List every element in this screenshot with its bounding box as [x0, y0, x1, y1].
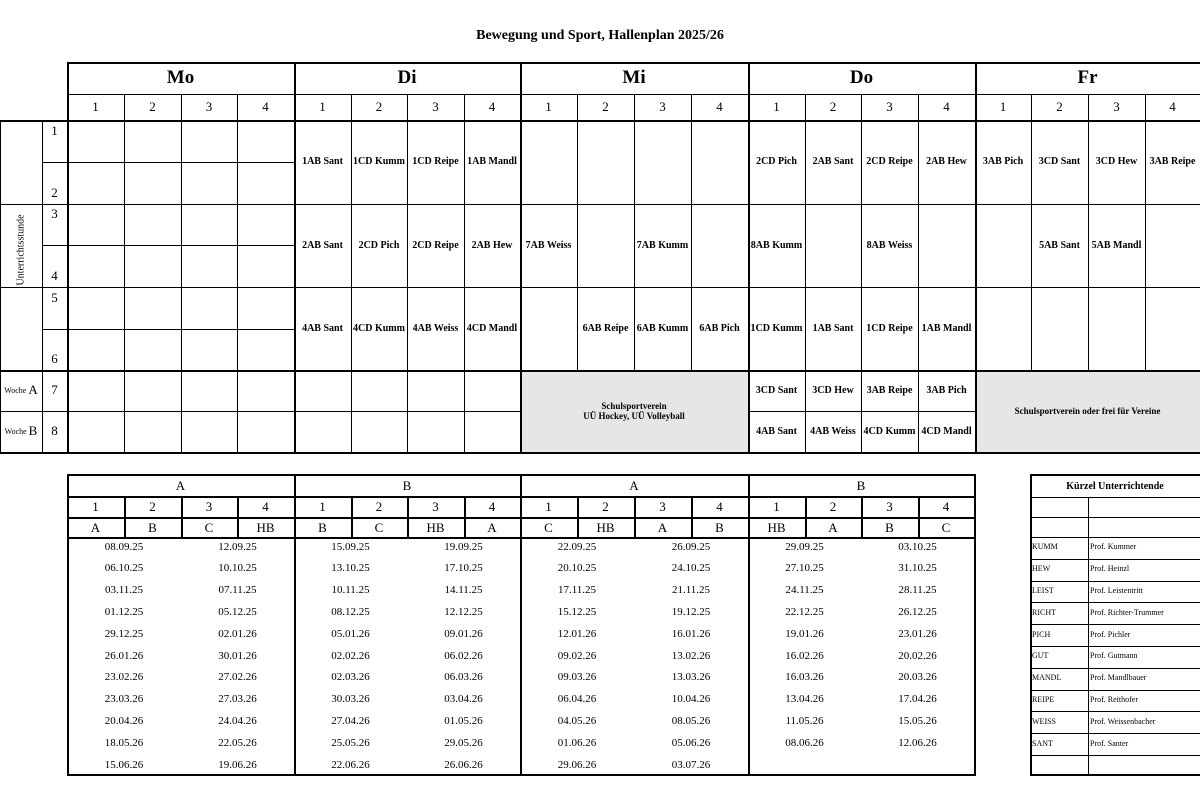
date-entry: 12.06.26	[898, 736, 937, 749]
date-entry: 19.12.25	[671, 606, 711, 619]
kuerzel-title: Kürzel Unterrichtende	[1066, 480, 1164, 492]
hour-number: 3	[51, 206, 58, 222]
date-entry: 26.01.26	[104, 649, 144, 662]
week-letter: A	[28, 382, 38, 398]
rotation-slot: 2	[375, 499, 383, 515]
lesson-entry: 3CD Hew	[812, 384, 854, 396]
slot-number: 3	[659, 98, 666, 114]
teacher-name: Prof. Reithofer	[1090, 695, 1138, 704]
date-entry: 13.03.26	[671, 671, 711, 684]
slot-number: 1	[773, 98, 780, 114]
lesson-entry: 1AB Sant	[812, 322, 854, 334]
lesson-entry: 7AB Kumm	[636, 239, 689, 251]
hour-number: 2	[51, 184, 58, 200]
slot-number: 3	[886, 98, 893, 114]
date-entry: 17.04.26	[898, 693, 937, 706]
lesson-entry: 8AB Kumm	[750, 239, 803, 251]
lesson-entry: 4CD Mandl	[921, 425, 972, 437]
teacher-code: HEW	[1032, 564, 1051, 574]
week-letter: B	[28, 423, 38, 439]
rotation-slot: 1	[545, 499, 552, 515]
table-border	[1030, 774, 1200, 776]
week-prefix: Woche	[4, 426, 27, 436]
day-header: Di	[397, 67, 417, 89]
rotation-slot: 4	[942, 499, 950, 515]
date-entry: 20.10.25	[557, 562, 597, 575]
date-entry: 23.03.26	[104, 693, 144, 706]
lesson-entry: 2CD Pich	[358, 239, 400, 251]
date-entry: 29.05.26	[444, 736, 483, 749]
date-entry: 03.04.26	[444, 693, 483, 706]
lesson-entry: 2AB Sant	[812, 156, 854, 168]
lesson-entry: 5AB Mandl	[1091, 239, 1142, 251]
hour-side-label	[6, 210, 36, 290]
lesson-entry: 3CD Sant	[1038, 156, 1081, 168]
date-entry: 17.10.25	[444, 562, 483, 575]
teacher-code: KUMM	[1032, 542, 1058, 552]
date-entry: 27.04.26	[331, 715, 370, 728]
slot-number: 3	[205, 98, 213, 114]
date-entry: 01.05.26	[444, 715, 483, 728]
lesson-entry: 4AB Weiss	[810, 425, 856, 437]
date-entry: 05.12.25	[218, 606, 257, 619]
rotation-slot: 3	[432, 499, 439, 515]
grid-line	[42, 245, 67, 246]
date-entry: 25.05.26	[331, 736, 370, 749]
lesson-entry: 3CD Sant	[755, 384, 798, 396]
rotation-slot: 3	[886, 499, 893, 515]
week-a-label	[0, 370, 42, 411]
schulsportverein-text: Schulsportverein	[601, 400, 667, 411]
rotation-slot: 2	[829, 499, 837, 515]
grid-line	[0, 204, 1200, 205]
date-entry: 30.03.26	[331, 693, 370, 706]
slot-number: 2	[602, 98, 609, 114]
date-entry: 03.10.25	[898, 540, 937, 553]
date-entry: 16.03.26	[785, 671, 824, 684]
lesson-entry: 4CD Kumm	[353, 322, 405, 334]
slot-number: 2	[375, 98, 383, 114]
day-header: Fr	[1077, 67, 1098, 89]
lesson-entry: 3AB Pich	[926, 384, 967, 396]
lesson-entry: 6AB Reipe	[582, 322, 629, 334]
rotation-slot: 2	[602, 499, 609, 515]
lesson-entry: 2CD Pich	[756, 156, 797, 168]
group-label: A	[828, 519, 838, 535]
lesson-entry: 3AB Reipe	[1149, 156, 1196, 168]
grid-line	[124, 94, 125, 452]
hour-number: 4	[51, 267, 58, 283]
lesson-entry: 6AB Pich	[699, 322, 740, 334]
date-entry: 06.04.26	[557, 693, 597, 706]
date-entry: 12.12.25	[444, 606, 483, 619]
date-entry: 16.01.26	[671, 627, 711, 640]
date-entry: 09.03.26	[557, 671, 597, 684]
teacher-code: WEISS	[1032, 716, 1056, 726]
date-entry: 03.07.26	[671, 758, 711, 771]
week-header: B	[402, 477, 412, 493]
slot-number: 4	[716, 98, 723, 114]
lesson-entry: 4CD Kumm	[863, 425, 916, 437]
lesson-entry: 1CD Reipe	[412, 156, 459, 168]
date-entry: 02.02.26	[331, 649, 370, 662]
lesson-entry: 2AB Sant	[302, 239, 343, 251]
teacher-code: RICHT	[1032, 607, 1056, 617]
date-entry: 08.09.25	[104, 540, 144, 553]
rotation-slot: 1	[92, 499, 99, 515]
date-entry: 03.11.25	[104, 584, 144, 597]
rotation-slot: 3	[205, 499, 213, 515]
lesson-entry: 3AB Reipe	[866, 384, 913, 396]
week-b-label	[0, 411, 42, 452]
date-entry: 18.05.26	[104, 736, 144, 749]
day-border	[67, 62, 69, 452]
lesson-entry: 1AB Sant	[302, 156, 343, 168]
lesson-entry: 4AB Sant	[756, 425, 797, 437]
date-entry: 06.02.26	[444, 649, 483, 662]
date-entry: 24.04.26	[218, 715, 257, 728]
date-entry: 20.02.26	[898, 649, 937, 662]
teacher-code: REIPE	[1032, 695, 1055, 704]
teacher-name: Prof. Mandlbauer	[1090, 673, 1147, 683]
date-entry: 24.10.25	[671, 562, 711, 575]
date-entry: 16.02.26	[785, 649, 824, 662]
date-entry: 15.05.26	[898, 715, 937, 728]
page-title: Bewegung und Sport, Hallenplan 2025/26	[476, 28, 724, 43]
slot-number: 1	[999, 98, 1007, 114]
date-entry: 01.12.25	[104, 606, 144, 619]
grid-line	[181, 94, 182, 452]
date-entry: 23.01.26	[898, 627, 937, 640]
grid-line	[0, 452, 1200, 454]
teacher-name: Prof. Kummer	[1090, 542, 1137, 552]
group-label: A	[90, 519, 101, 535]
teacher-code: LEIST	[1032, 586, 1054, 595]
slot-number: 1	[319, 98, 326, 114]
week-header: B	[856, 477, 866, 493]
date-entry: 26.06.26	[444, 758, 483, 771]
teacher-name: Prof. Leistentritt	[1090, 586, 1143, 595]
slot-number: 1	[92, 98, 99, 114]
group-label: HB	[426, 519, 445, 535]
schulsportverein-text: UÜ Hockey, UÜ Volleyball	[583, 411, 685, 421]
date-entry: 13.02.26	[671, 649, 711, 662]
date-entry: 20.03.26	[898, 671, 937, 684]
group-label: B	[885, 519, 894, 535]
date-entry: 20.04.26	[104, 715, 144, 728]
lesson-entry: 2CD Reipe	[866, 156, 913, 168]
lesson-entry: 1AB Mandl	[921, 322, 972, 334]
slot-number: 2	[149, 98, 156, 114]
date-entry: 09.01.26	[444, 627, 483, 640]
teacher-name: Prof. Gutmann	[1090, 651, 1138, 661]
date-entry: 19.01.26	[785, 627, 824, 640]
rotation-slot: 4	[262, 499, 269, 515]
teacher-name: Prof. Heinzl	[1090, 564, 1130, 574]
lesson-entry: 2AB Hew	[926, 156, 967, 168]
group-label: A	[657, 519, 668, 535]
teacher-code: GUT	[1032, 651, 1049, 661]
group-label: HB	[767, 519, 786, 535]
group-label: C	[941, 519, 951, 535]
date-entry: 22.05.26	[218, 736, 257, 749]
date-entry: 21.11.25	[671, 584, 711, 597]
group-label: A	[487, 519, 497, 535]
day-header: Mi	[622, 67, 646, 89]
group-label: C	[374, 519, 384, 535]
lesson-entry: 3CD Hew	[1095, 156, 1138, 168]
vereine-cell: Schulsportverein oder frei für Vereine	[1014, 405, 1161, 416]
date-entry: 31.10.25	[898, 562, 937, 575]
date-entry: 14.11.25	[444, 584, 483, 597]
date-entry: 12.09.25	[218, 540, 257, 553]
date-entry: 30.01.26	[218, 649, 257, 662]
group-label: C	[544, 519, 553, 535]
rotation-slot: 2	[149, 499, 156, 515]
hour-number: 1	[51, 122, 58, 138]
date-entry: 19.06.26	[218, 758, 257, 771]
rotation-slot: 4	[488, 499, 496, 515]
slot-number: 4	[488, 98, 496, 114]
hour-side-label-text: Unterrichtsstunde	[15, 214, 27, 286]
date-entry: 10.10.25	[218, 562, 257, 575]
hour-number: 7	[51, 382, 58, 398]
lesson-entry: 4AB Sant	[302, 322, 343, 334]
date-entry: 24.11.25	[785, 584, 824, 597]
date-entry: 09.02.26	[557, 649, 597, 662]
group-label: B	[148, 519, 157, 535]
date-entry: 08.12.25	[331, 606, 370, 619]
day-header: Do	[849, 67, 874, 89]
date-entry: 04.05.26	[557, 715, 597, 728]
grid-line	[1030, 755, 1200, 756]
rotation-slot: 1	[773, 499, 780, 515]
date-entry: 15.09.25	[331, 540, 370, 553]
week-header: A	[629, 477, 639, 493]
lesson-entry: 2CD Reipe	[412, 239, 459, 251]
teacher-name: Prof. Pichler	[1090, 629, 1131, 639]
lesson-entry: 4CD Mandl	[466, 322, 518, 334]
date-entry: 02.01.26	[218, 627, 257, 640]
date-entry: 10.04.26	[671, 693, 711, 706]
schulsportverein-cell	[520, 370, 748, 452]
date-entry: 12.01.26	[557, 627, 597, 640]
hour-number: 6	[51, 351, 58, 367]
slot-number: 4	[1169, 98, 1176, 114]
group-label: B	[318, 519, 327, 535]
date-entry: 15.12.25	[557, 606, 597, 619]
date-entry: 06.03.26	[444, 671, 483, 684]
date-entry: 17.11.25	[557, 584, 597, 597]
lesson-entry: 1CD Reipe	[866, 322, 913, 334]
date-entry: 27.03.26	[218, 693, 257, 706]
group-label: HB	[596, 519, 615, 535]
lesson-entry: 7AB Weiss	[525, 239, 572, 251]
teacher-name: Prof. Santer	[1090, 738, 1129, 748]
date-entry: 19.09.25	[444, 540, 483, 553]
group-label: HB	[256, 519, 275, 535]
date-entry: 06.10.25	[104, 562, 144, 575]
rotation-slot: 1	[319, 499, 326, 515]
grid-line	[1030, 497, 1200, 498]
grid-line	[1030, 517, 1200, 518]
rotation-slot: 4	[716, 499, 723, 515]
date-entry: 02.03.26	[331, 671, 370, 684]
group-label: B	[715, 519, 724, 535]
lesson-entry: 3AB Pich	[982, 156, 1024, 168]
date-entry: 28.11.25	[898, 584, 937, 597]
slot-number: 4	[262, 98, 269, 114]
rotation-slot: 3	[659, 499, 666, 515]
grid-line	[0, 411, 520, 412]
date-entry: 07.11.25	[218, 584, 257, 597]
grid-line	[42, 329, 67, 330]
date-entry: 23.02.26	[104, 671, 144, 684]
date-entry: 08.06.26	[785, 736, 824, 749]
grid-line	[42, 162, 67, 163]
teacher-name: Prof. Weissenbacher	[1090, 716, 1156, 726]
date-entry: 27.10.25	[785, 562, 824, 575]
date-entry: 29.09.25	[785, 540, 824, 553]
lesson-entry: 6AB Kumm	[636, 322, 689, 334]
lesson-entry: 2AB Hew	[471, 239, 513, 251]
date-entry: 29.06.26	[557, 758, 597, 771]
teacher-code: MANDL	[1032, 673, 1062, 683]
hour-number: 8	[51, 423, 58, 439]
date-entry: 26.12.25	[898, 606, 937, 619]
date-entry: 27.02.26	[218, 671, 257, 684]
slot-number: 3	[1113, 98, 1120, 114]
slot-number: 3	[432, 98, 439, 114]
lesson-entry: 5AB Sant	[1039, 239, 1080, 251]
date-entry: 08.05.26	[671, 715, 711, 728]
teacher-name: Prof. Richter-Trummer	[1090, 607, 1164, 617]
date-entry: 22.06.26	[331, 758, 370, 771]
date-entry: 22.12.25	[785, 606, 824, 619]
date-entry: 01.06.26	[557, 736, 597, 749]
teacher-code: PICH	[1032, 629, 1051, 639]
slot-number: 2	[829, 98, 837, 114]
lesson-entry: 8AB Weiss	[866, 239, 913, 251]
teacher-code: SANT	[1032, 738, 1053, 748]
date-entry: 13.04.26	[785, 693, 824, 706]
week-header: A	[175, 477, 186, 493]
group-label: C	[204, 519, 214, 535]
lesson-entry: 4AB Weiss	[412, 322, 459, 334]
hour-number: 5	[51, 289, 58, 305]
day-header: Mo	[166, 67, 195, 89]
date-entry: 22.09.25	[557, 540, 597, 553]
date-entry: 13.10.25	[331, 562, 370, 575]
date-entry: 15.06.26	[104, 758, 144, 771]
date-entry: 05.01.26	[331, 627, 370, 640]
slot-number: 1	[545, 98, 552, 114]
lesson-entry: 1CD Kumm	[750, 322, 803, 334]
date-entry: 05.06.26	[671, 736, 711, 749]
date-entry: 11.05.26	[785, 715, 824, 728]
week-prefix: Woche	[4, 385, 27, 395]
lesson-entry: 1CD Kumm	[353, 156, 405, 168]
slot-number: 4	[943, 98, 950, 114]
block-border	[974, 474, 976, 776]
date-entry: 10.11.25	[331, 584, 370, 597]
grid-line	[237, 94, 238, 452]
slot-number: 2	[1056, 98, 1063, 114]
date-entry: 26.09.25	[671, 540, 711, 553]
lesson-entry: 1AB Mandl	[467, 156, 517, 168]
date-entry: 29.12.25	[104, 627, 144, 640]
